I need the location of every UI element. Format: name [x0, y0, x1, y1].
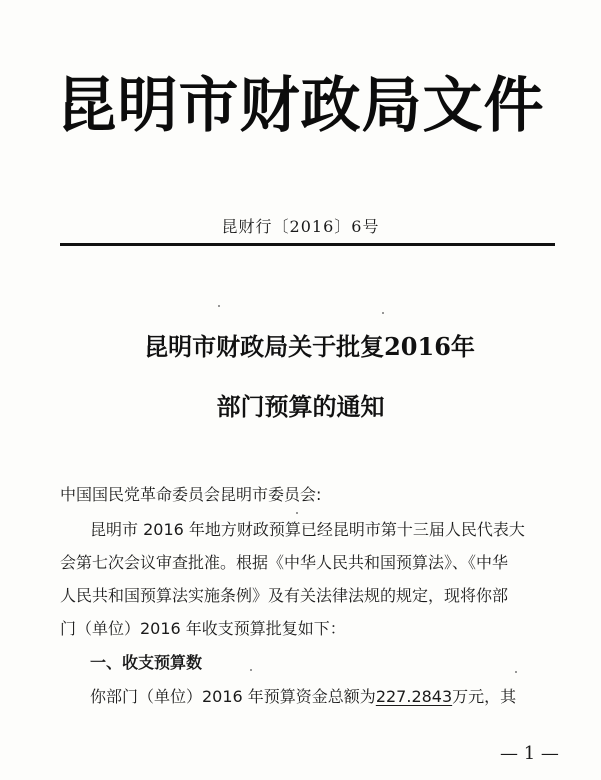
paragraph-1-line-2: 会第七次会议审查批准。根据《中华人民共和国预算法》、《中华 — [60, 553, 509, 572]
document-title-line-2: 部门预算的通知 — [216, 392, 385, 421]
document-title-line-1: 昆明市财政局关于批复2016年 — [144, 332, 475, 361]
scan-speck — [515, 671, 517, 673]
masthead-divider — [60, 243, 555, 246]
scan-speck — [382, 312, 384, 314]
paragraph-1-line-4: 门（单位）2016 年收支预算批复如下： — [60, 619, 346, 638]
paragraph-2-suffix: 万元，其 — [452, 687, 517, 706]
document-number: 昆财行〔2016〕6号 — [221, 217, 380, 236]
paragraph-1-line-3: 人民共和国预算法实施条例》及有关法律法规的规定，现将你部 — [60, 586, 509, 605]
paragraph-2-prefix: 你部门（单位）2016 年预算资金总额为 — [90, 687, 376, 706]
budget-total-amount: 227.2843 — [375, 687, 453, 706]
paragraph-1-line-1: 昆明市 2016 年地方财政预算已经昆明市第十三届人民代表大 — [90, 520, 525, 539]
scan-speck — [250, 669, 252, 671]
section-1-heading: 一、收支预算数 — [90, 653, 203, 672]
scan-speck — [218, 305, 220, 307]
document-masthead: 昆明市财政局文件 — [56, 71, 545, 141]
page-number: — 1 — — [500, 743, 559, 764]
paragraph-2-line-1 — [90, 685, 516, 709]
scan-speck — [296, 512, 298, 514]
addressee: 中国国民党革命委员会昆明市委员会: — [60, 485, 322, 504]
